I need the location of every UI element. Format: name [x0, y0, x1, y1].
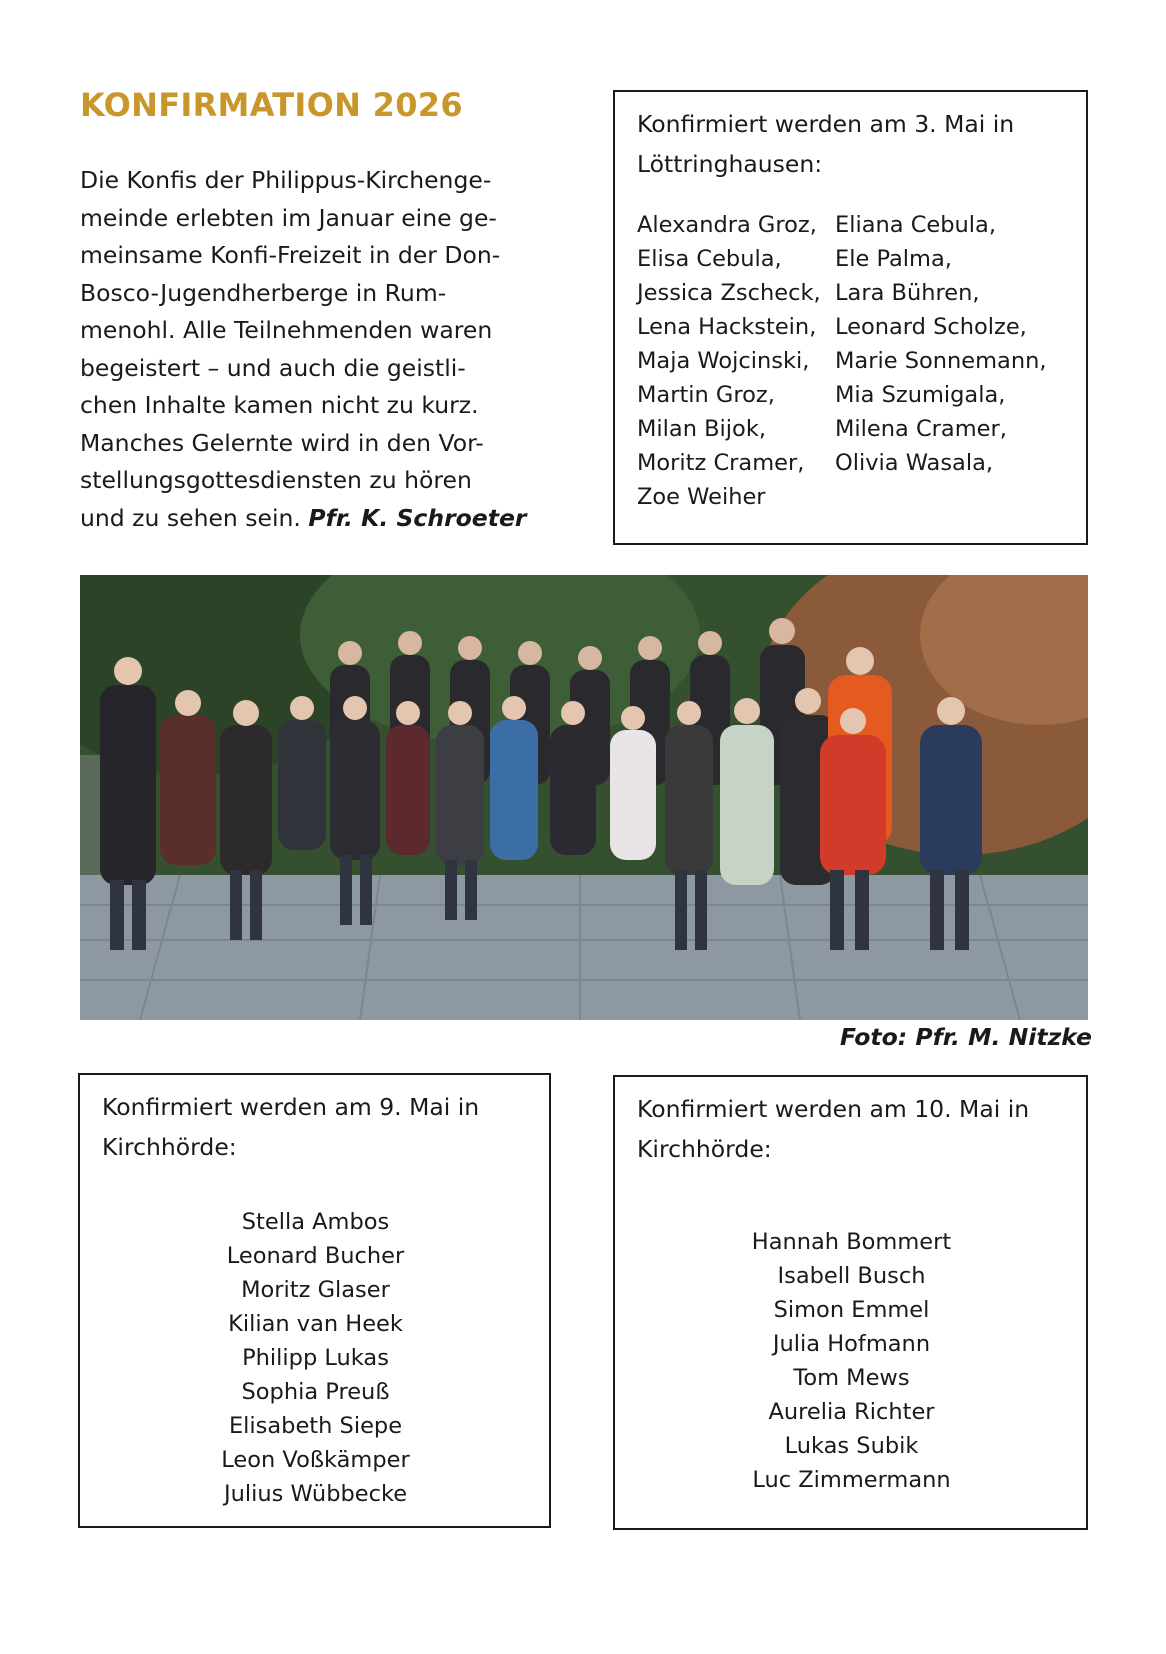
group-photo: [80, 575, 1088, 1020]
box-heading: [637, 1089, 1066, 1169]
list-item: Elisabeth Siepe: [228, 1413, 403, 1439]
list-item: Ele Palma,: [835, 246, 952, 272]
intro-line: [80, 500, 550, 538]
list-item: Lena Hackstein,: [637, 314, 817, 340]
list-item: Luc Zimmermann: [752, 1467, 951, 1493]
list-item: Tom Mews: [793, 1365, 910, 1391]
list-item: Hannah Bommert: [751, 1229, 952, 1255]
list-item: Stella Ambos: [241, 1209, 390, 1235]
list-item: Julius Wübbecke: [223, 1481, 408, 1507]
intro-line: stellungsgottesdiensten zu hören: [80, 466, 472, 494]
intro-line: Manches Gelernte wird in den Vor-: [80, 428, 484, 457]
list-item: Kilian van Heek: [228, 1311, 403, 1337]
intro-line-text: und zu sehen sein.: [80, 503, 301, 532]
list-item: Milena Cramer,: [835, 416, 1007, 442]
list-item: Lukas Subik: [784, 1433, 919, 1459]
names-list: [637, 1225, 1066, 1497]
intro-line: meinsame Konfi-Freizeit in der Don-: [80, 241, 501, 269]
list-item: Zoe Weiher: [637, 484, 766, 510]
confirmation-box-may-3: [613, 90, 1088, 545]
names-list: [637, 208, 1066, 514]
list-item: Moritz Glaser: [241, 1277, 390, 1303]
box-heading: [637, 104, 1066, 184]
intro-line: begeistert – und auch die geistli-: [80, 353, 466, 382]
intro-author: Pfr. K. Schroeter: [308, 503, 527, 532]
list-item: Milan Bijok,: [637, 416, 767, 442]
confirmation-box-may-9: [78, 1073, 551, 1528]
list-item: Jessica Zscheck,: [637, 280, 821, 306]
list-item: Mia Szumigala,: [835, 382, 1006, 408]
list-item: Maja Wojcinski,: [637, 348, 810, 374]
list-item: Leonard Bucher: [226, 1243, 405, 1269]
list-item: Martin Groz,: [637, 382, 775, 408]
box-heading-line: Löttringhausen:: [637, 150, 823, 178]
list-item: Simon Emmel: [773, 1297, 930, 1323]
list-item: Moritz Cramer,: [637, 450, 805, 476]
group-photo-icon: [80, 575, 1088, 1020]
list-item: Leonard Scholze,: [835, 314, 1027, 340]
intro-line: Bosco-Jugendherberge in Rum-: [80, 278, 447, 307]
list-item: Marie Sonnemann,: [835, 348, 1047, 374]
list-item: Philipp Lukas: [242, 1345, 389, 1371]
list-item: Lara Bühren,: [835, 280, 980, 306]
page-title: KONFIRMATION 2026: [80, 86, 463, 124]
photo-caption: Foto: Pfr. M. Nitzke: [840, 1023, 1092, 1051]
box-heading-line: Kirchhörde:: [102, 1133, 237, 1161]
list-item: Sophia Preuß: [241, 1379, 390, 1405]
list-item: Olivia Wasala,: [835, 450, 994, 476]
intro-line: meinde erlebten im Januar eine ge-: [80, 203, 497, 232]
box-heading-line: Kirchhörde:: [637, 1135, 772, 1163]
list-item: Julia Hofmann: [772, 1331, 931, 1357]
list-item: Alexandra Groz,: [637, 212, 817, 238]
box-heading-line: Konfirmiert werden am 9. Mai in: [102, 1093, 480, 1121]
intro-line: menohl. Alle Teilnehmenden waren: [80, 316, 493, 344]
box-heading: [102, 1087, 529, 1167]
intro-line: chen Inhalte kamen nicht zu kurz.: [80, 391, 479, 419]
list-item: [835, 480, 1066, 514]
list-item: Eliana Cebula,: [835, 212, 996, 238]
list-item: Leon Voßkämper: [221, 1447, 410, 1473]
intro-line: Die Konfis der Philippus-Kirchenge-: [80, 166, 492, 194]
box-heading-line: Konfirmiert werden am 10. Mai in: [637, 1095, 1030, 1123]
list-item: Isabell Busch: [777, 1263, 926, 1289]
list-item: Aurelia Richter: [768, 1399, 935, 1425]
list-item: Elisa Cebula,: [637, 246, 782, 272]
intro-paragraph: [80, 162, 550, 537]
confirmation-box-may-10: [613, 1075, 1088, 1530]
names-list: [102, 1205, 529, 1511]
box-heading-line: Konfirmiert werden am 3. Mai in: [637, 110, 1015, 138]
